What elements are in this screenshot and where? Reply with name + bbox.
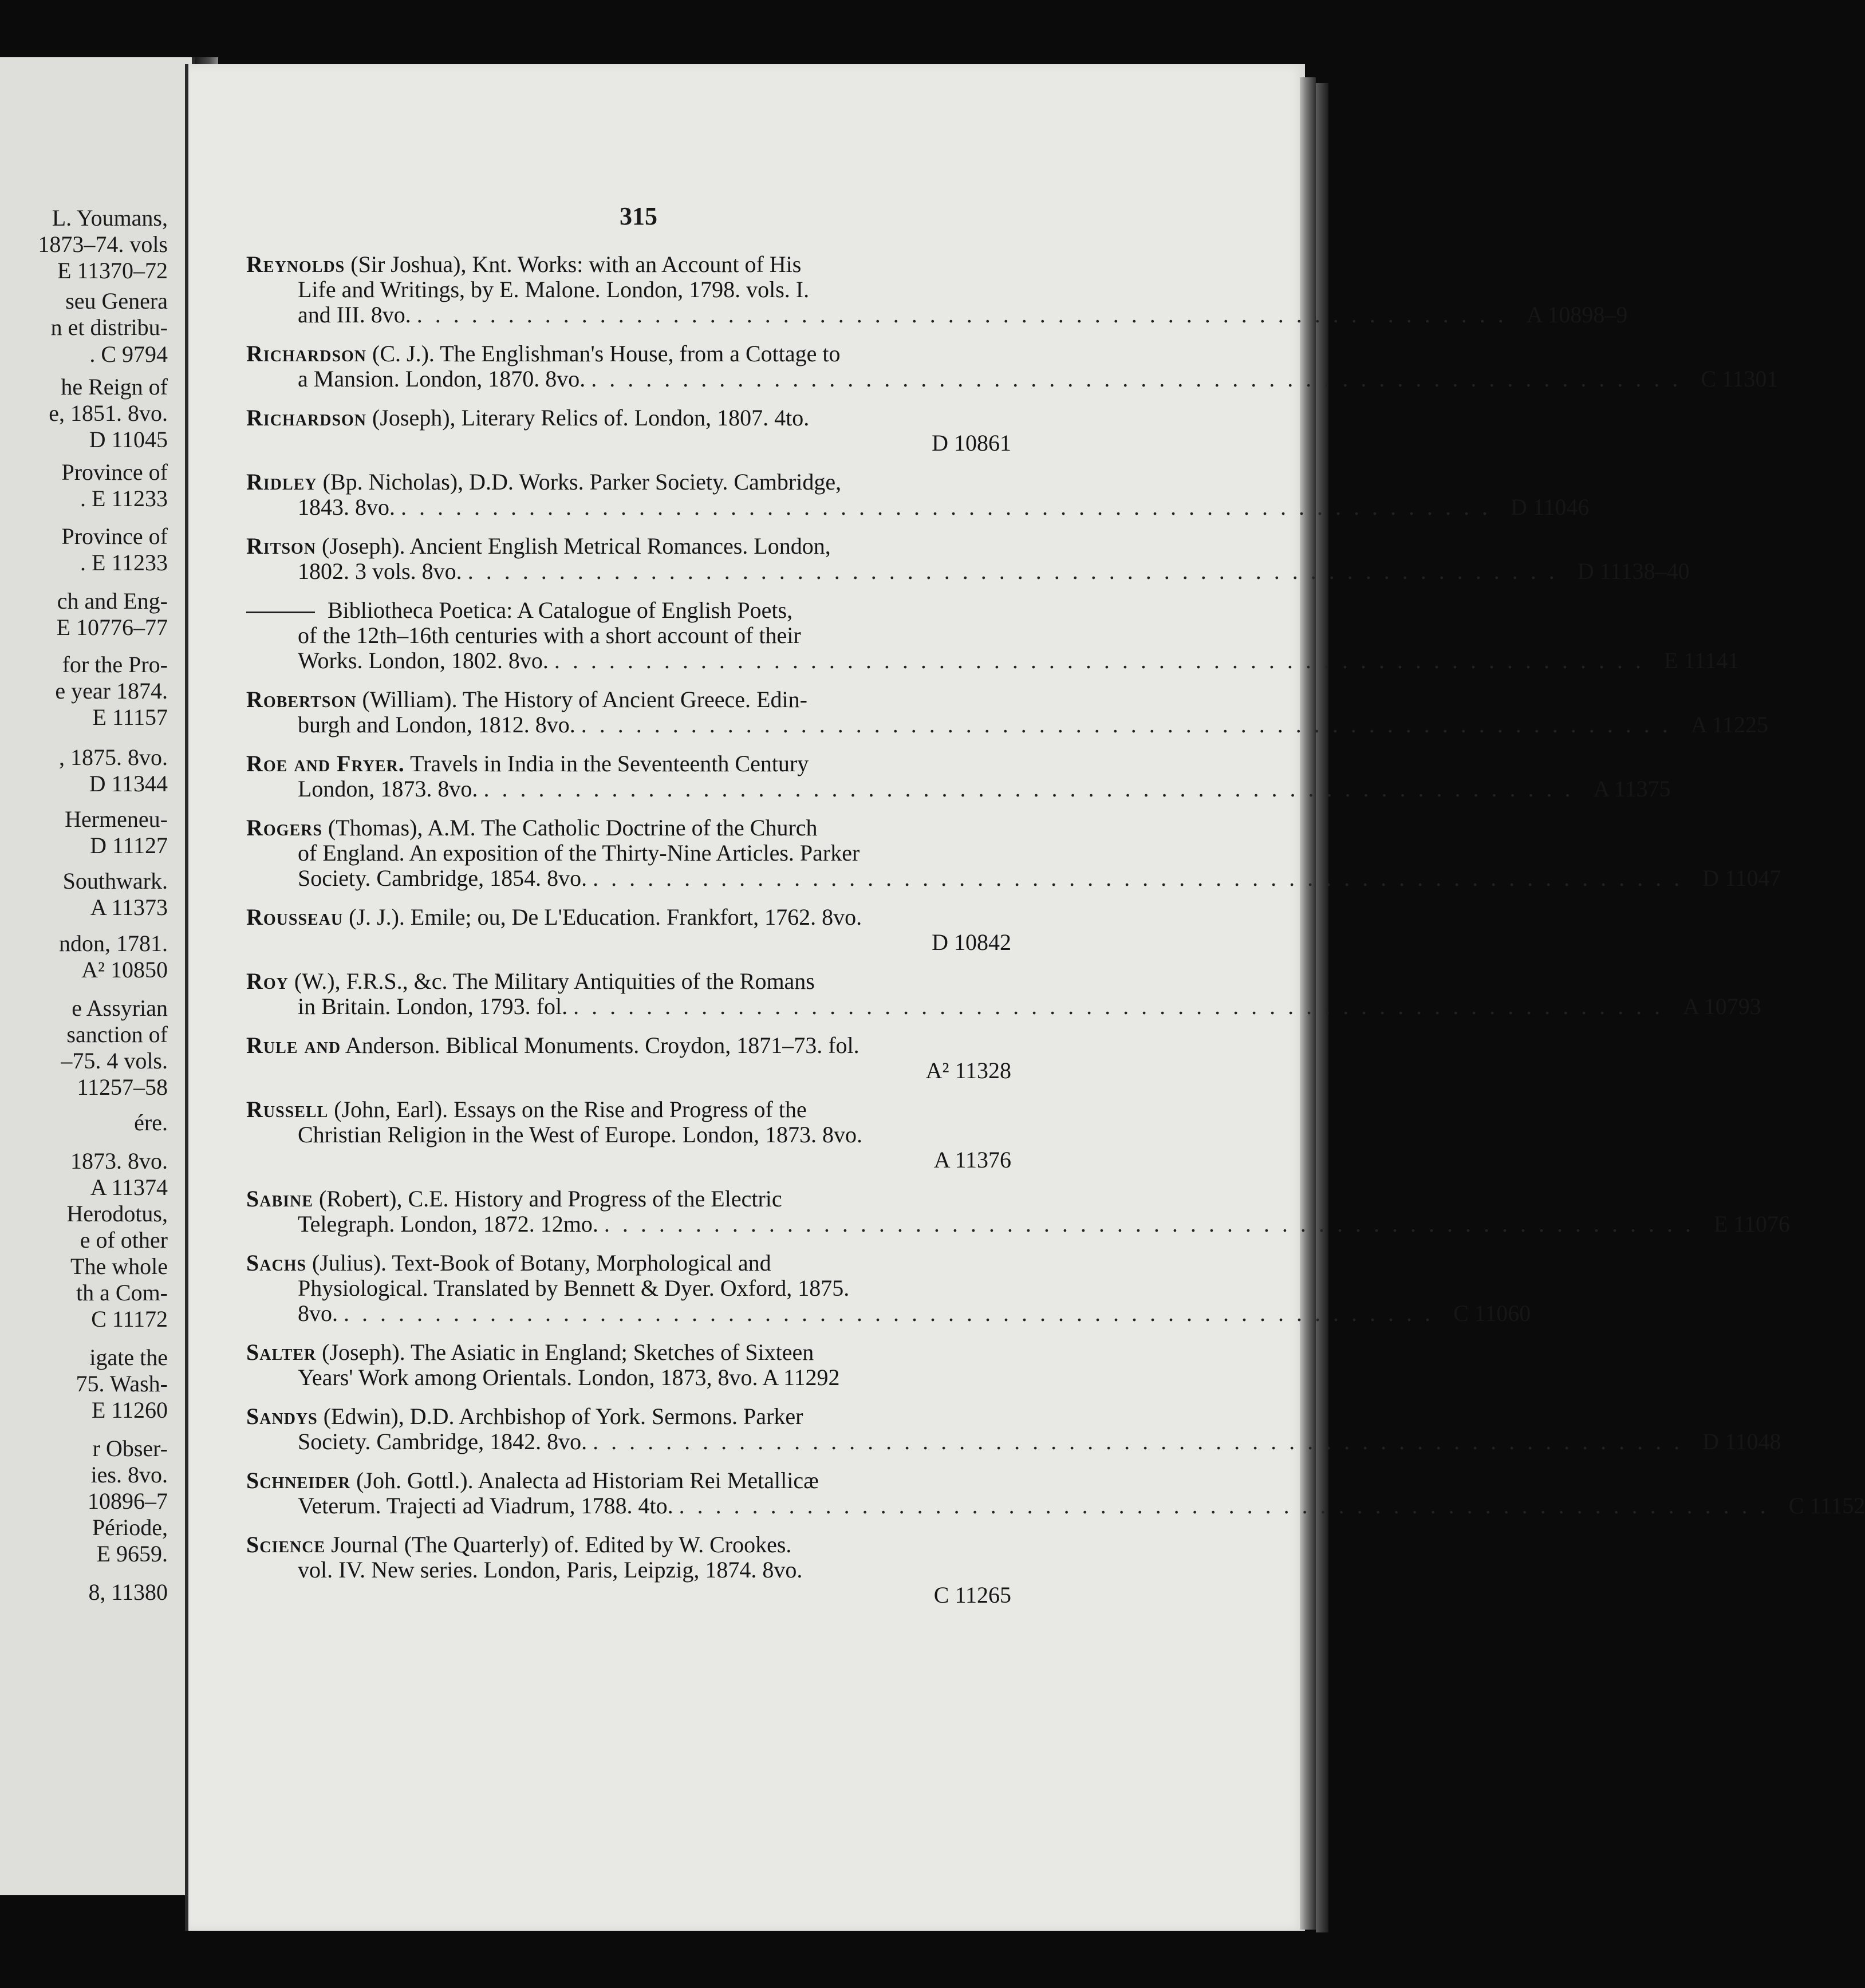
entry-text: (Julius). Text-Book of Botany, Morphological and bbox=[312, 1250, 771, 1276]
shelf-mark: A 10898–9 bbox=[1526, 302, 1628, 328]
left-page-text-fragment: igate the bbox=[89, 1344, 168, 1370]
entry-text: Christian Religion in the West of Europe. London, 1873. 8vo. bbox=[298, 1122, 862, 1147]
entry-author: Ritson bbox=[246, 533, 317, 559]
entry-text: 8vo. bbox=[298, 1300, 338, 1326]
entry-line bbox=[246, 1122, 1011, 1147]
catalogue-entry bbox=[246, 1250, 1531, 1326]
entry-text: Life and Writings, by E. Malone. London, 1798. vols. I. bbox=[298, 277, 810, 302]
entry-line bbox=[246, 1300, 1531, 1326]
entry-text: of the 12th–16th centuries with a short account of their bbox=[298, 622, 801, 648]
entry-text: (John, Earl). Essays on the Rise and Progress of the bbox=[334, 1096, 807, 1122]
entry-text: (J. J.). Emile; ou, De L'Education. Frankfort, 1762. 8vo. bbox=[349, 904, 862, 930]
entry-line bbox=[246, 1429, 1781, 1454]
entry-line bbox=[246, 623, 1011, 648]
entry-text: of England. An exposition of the Thirty-Nine Articles. Parker bbox=[298, 840, 860, 866]
left-page-text-fragment: e Assyrian bbox=[72, 995, 168, 1021]
left-page-text-fragment: e, 1851. 8vo. bbox=[49, 400, 168, 426]
entry-author: Ridley bbox=[246, 469, 317, 495]
left-page-text-fragment: –75. 4 vols. bbox=[61, 1048, 168, 1074]
entry-author: Sandys bbox=[246, 1403, 318, 1429]
entry-author: Roe and Fryer. bbox=[246, 751, 405, 776]
left-page-text-fragment: 11257–58 bbox=[77, 1074, 168, 1100]
entry-text: and III. 8vo. bbox=[298, 302, 411, 328]
entry-line bbox=[246, 277, 1011, 302]
entry-text: in Britain. London, 1793. fol. bbox=[298, 993, 568, 1019]
entry-text: (Edwin), D.D. Archbishop of York. Sermons. Parker bbox=[323, 1403, 803, 1429]
left-page-text-fragment: Période, bbox=[92, 1514, 168, 1540]
left-page-text-fragment: Herodotus, bbox=[66, 1201, 168, 1226]
left-page-text-fragment: Hermeneu- bbox=[65, 806, 168, 832]
entry-line bbox=[246, 712, 1768, 737]
entry-text: Anderson. Biblical Monuments. Croydon, 1871–73. fol. bbox=[345, 1032, 859, 1058]
entry-line bbox=[246, 302, 1628, 328]
left-page-text-fragment: 75. Wash- bbox=[76, 1371, 168, 1397]
left-page-text-fragment: ch and Eng- bbox=[57, 588, 168, 614]
entry-line bbox=[246, 648, 1740, 673]
catalogue-entry bbox=[246, 905, 1011, 955]
left-page-text-fragment: E 9659. bbox=[96, 1541, 168, 1567]
entry-line bbox=[246, 1340, 1011, 1365]
entry-line bbox=[246, 751, 1011, 776]
entry-line bbox=[246, 993, 1761, 1019]
entry-author: Schneider bbox=[246, 1468, 351, 1493]
entry-text: (W.), F.R.S., &c. The Military Antiquities of the Romans bbox=[294, 968, 815, 994]
shelf-mark: A 11225 bbox=[1690, 712, 1768, 737]
catalogue-entry bbox=[246, 469, 1590, 520]
entry-line bbox=[246, 341, 1011, 366]
shelf-mark: D 10861 bbox=[932, 430, 1011, 456]
shelf-mark: D 11046 bbox=[1511, 494, 1590, 520]
left-page-text-fragment: seu Genera bbox=[65, 288, 168, 314]
entry-line bbox=[246, 687, 1011, 712]
leader-dots: ............................................................ bbox=[593, 1429, 1693, 1454]
entry-author: Russell bbox=[246, 1096, 329, 1122]
left-page-text-fragment: A² 10850 bbox=[81, 957, 168, 983]
catalogue-entry bbox=[246, 405, 1011, 456]
left-page-text-fragment: D 11045 bbox=[89, 427, 168, 452]
entry-text: 1843. 8vo. bbox=[298, 494, 395, 520]
left-page-text-fragment: sanction of bbox=[66, 1021, 168, 1047]
catalogue-entry bbox=[246, 1186, 1790, 1237]
entry-text: Travels in India in the Seventeenth Century bbox=[410, 751, 809, 776]
entry-line bbox=[246, 1365, 1011, 1390]
catalogue-entry bbox=[246, 341, 1779, 392]
entry-text: Physiological. Translated by Bennett & Dyer. Oxford, 1875. bbox=[298, 1275, 850, 1301]
entry-line bbox=[246, 598, 1011, 623]
entry-author: Reynolds bbox=[246, 251, 345, 277]
leader-dots: ............................................................ bbox=[416, 302, 1516, 328]
entry-line bbox=[246, 534, 1011, 559]
leader-dots: ............................................................ bbox=[401, 494, 1500, 520]
shelf-mark: D 10842 bbox=[932, 929, 1011, 955]
leader-dots: ............................................................ bbox=[593, 865, 1693, 891]
entry-line bbox=[246, 841, 1011, 866]
catalogue-entry bbox=[246, 251, 1628, 328]
entry-text: (William). The History of Ancient Greece. Edin- bbox=[362, 687, 807, 712]
entry-author: Salter bbox=[246, 1339, 317, 1365]
shelf-mark: C 11301 bbox=[1701, 366, 1779, 392]
entry-line bbox=[246, 405, 1011, 431]
entry-text: vol. IV. New series. London, Paris, Leipzig, 1874. 8vo. bbox=[298, 1557, 803, 1583]
shelf-mark: C 11152 bbox=[1788, 1493, 1865, 1518]
entry-text: Works. London, 1802. 8vo. bbox=[298, 648, 549, 673]
left-page-text-fragment: he Reign of bbox=[61, 374, 168, 400]
entry-text: burgh and London, 1812. 8vo. bbox=[298, 712, 575, 737]
entry-text: a Mansion. London, 1870. 8vo. bbox=[298, 366, 586, 392]
left-page-text-fragment: E 11260 bbox=[92, 1397, 168, 1423]
entry-line bbox=[246, 1211, 1790, 1237]
shelf-mark: C 11265 bbox=[933, 1582, 1011, 1608]
leader-dots: ............................................................ bbox=[591, 366, 1691, 392]
left-page-text-fragment: 1873. 8vo. bbox=[70, 1148, 168, 1174]
left-page-text-fragment: n et distribu- bbox=[50, 314, 168, 340]
catalogue-entry bbox=[246, 533, 1690, 584]
entry-author: Richardson bbox=[246, 341, 367, 366]
entry-line bbox=[246, 558, 1690, 584]
entry-text: (C. J.). The Englishman's House, from a Cottage to bbox=[372, 341, 841, 366]
left-page-text-fragment: e year 1874. bbox=[55, 678, 168, 704]
catalogue-entry bbox=[246, 751, 1671, 802]
page-number: 315 bbox=[620, 202, 657, 230]
entry-line bbox=[246, 1276, 1011, 1301]
shelf-mark: D 11138–40 bbox=[1577, 558, 1690, 584]
left-page-text-fragment: E 10776–77 bbox=[56, 614, 168, 640]
entry-line bbox=[246, 1532, 1011, 1557]
catalogue-entry bbox=[246, 687, 1768, 737]
entry-text: (Sir Joshua), Knt. Works: with an Account of His bbox=[350, 251, 802, 277]
left-page-text-fragment: The whole bbox=[70, 1253, 168, 1279]
leader-dots: ............................................................ bbox=[344, 1300, 1443, 1326]
entry-line bbox=[246, 366, 1779, 392]
entry-line bbox=[246, 1033, 1011, 1058]
catalogue-entry bbox=[246, 1532, 1011, 1608]
shelf-mark: E 11076 bbox=[1713, 1211, 1790, 1237]
catalogue-entries bbox=[246, 251, 1865, 1622]
left-page-text-fragment: D 11127 bbox=[90, 833, 168, 858]
entry-line bbox=[246, 1097, 1011, 1122]
entry-text: (Joseph), Literary Relics of. London, 1807. 4to. bbox=[372, 405, 810, 431]
shelf-mark: A 10793 bbox=[1683, 993, 1761, 1019]
left-page-text-fragment: . E 11233 bbox=[80, 486, 168, 511]
left-page-text-fragment: Province of bbox=[61, 523, 168, 549]
shelf-mark: C 11060 bbox=[1453, 1300, 1531, 1326]
entry-line bbox=[246, 1468, 1011, 1493]
catalogue-entry bbox=[246, 1403, 1781, 1454]
left-page-text-fragment: th a Com- bbox=[76, 1280, 168, 1305]
entry-text: (Joseph). The Asiatic in England; Sketches of Sixteen bbox=[322, 1339, 814, 1365]
entry-line bbox=[246, 252, 1011, 277]
entry-line bbox=[246, 1557, 1011, 1583]
entry-text: (Thomas), A.M. The Catholic Doctrine of the Church bbox=[328, 815, 818, 841]
entry-text: Telegraph. London, 1872. 12mo. bbox=[298, 1211, 598, 1237]
left-page-text-fragment: ies. 8vo. bbox=[90, 1462, 168, 1488]
catalogue-entry bbox=[246, 1468, 1865, 1518]
catalogue-entry bbox=[246, 1097, 1011, 1173]
entry-text: 1802. 3 vols. 8vo. bbox=[298, 558, 462, 584]
leader-dots: ............................................................ bbox=[483, 776, 1583, 802]
entry-line bbox=[246, 865, 1781, 891]
left-page-text-fragment: r Obser- bbox=[92, 1435, 168, 1461]
entry-line bbox=[246, 1251, 1011, 1276]
leader-dots: ............................................................ bbox=[581, 712, 1681, 737]
left-page-text-fragment: 10896–7 bbox=[88, 1488, 168, 1514]
entry-author: Roy bbox=[246, 968, 289, 994]
entry-author: Rule and bbox=[246, 1032, 341, 1058]
left-page-text-fragment: ndon, 1781. bbox=[59, 930, 168, 956]
left-page-fragment bbox=[0, 57, 195, 1895]
left-page-text-fragment: . C 9794 bbox=[89, 341, 168, 367]
entry-line bbox=[246, 776, 1671, 802]
entry-text: Bibliotheca Poetica: A Catalogue of English Poets, bbox=[328, 597, 793, 623]
entry-text: (Joseph). Ancient English Metrical Romances. London, bbox=[322, 533, 831, 559]
left-page-text-fragment: D 11344 bbox=[89, 771, 168, 796]
shelf-mark: D 11047 bbox=[1702, 865, 1781, 891]
leader-dots: ............................................................ bbox=[679, 1493, 1779, 1518]
leader-dots: ............................................................ bbox=[467, 558, 1567, 584]
left-page-text-fragment: E 11157 bbox=[92, 704, 168, 730]
entry-text: (Bp. Nicholas), D.D. Works. Parker Society. Cambridge, bbox=[322, 469, 842, 495]
left-page-text-fragment: E 11370–72 bbox=[57, 258, 168, 283]
entry-text: Veterum. Trajecti ad Viadrum, 1788. 4to. bbox=[298, 1493, 673, 1518]
shelf-mark: A 11376 bbox=[933, 1147, 1011, 1173]
entry-text: (Robert), C.E. History and Progress of the Electric bbox=[318, 1186, 782, 1212]
leader-dots: ............................................................ bbox=[554, 648, 1654, 673]
entry-text: Journal (The Quarterly) of. Edited by W. Crookes. bbox=[331, 1532, 792, 1557]
left-page-text-fragment: A 11374 bbox=[90, 1174, 168, 1200]
ditto-dash bbox=[246, 612, 315, 613]
left-page-text-fragment: A 11373 bbox=[90, 894, 168, 920]
catalogue-entry bbox=[246, 815, 1781, 891]
entry-line bbox=[246, 905, 1011, 930]
entry-line bbox=[246, 1404, 1011, 1429]
entry-author: Robertson bbox=[246, 687, 357, 712]
entry-line bbox=[246, 815, 1011, 841]
left-page-text-fragment: Southwark. bbox=[62, 868, 168, 894]
left-page-text-fragment: . E 11233 bbox=[80, 550, 168, 575]
shelf-mark: A 11375 bbox=[1593, 776, 1671, 802]
entry-text: (Joh. Gottl.). Analecta ad Historiam Rei Metallicæ bbox=[356, 1468, 819, 1493]
left-page-text-fragment: 1873–74. vols bbox=[38, 231, 168, 257]
catalogue-entry bbox=[246, 1340, 1011, 1390]
entry-author: Science bbox=[246, 1532, 326, 1557]
entry-text: London, 1873. 8vo. bbox=[298, 776, 478, 802]
leader-dots: ............................................................ bbox=[604, 1211, 1704, 1237]
left-page-text-fragment: L. Youmans, bbox=[52, 205, 168, 231]
left-page-text-fragment: C 11172 bbox=[91, 1306, 168, 1332]
catalogue-entry bbox=[246, 1033, 1011, 1083]
entry-author: Rogers bbox=[246, 815, 322, 841]
entry-line bbox=[246, 1493, 1865, 1518]
leader-dots: ............................................................ bbox=[573, 993, 1673, 1019]
catalogue-entry bbox=[246, 968, 1761, 1019]
left-page-text-fragment: Province of bbox=[61, 459, 168, 485]
left-page-text-fragment: e of other bbox=[80, 1227, 168, 1253]
left-page-text-fragment: for the Pro- bbox=[62, 652, 168, 677]
entry-line bbox=[246, 969, 1011, 994]
entry-line bbox=[246, 1186, 1011, 1212]
entry-author: Richardson bbox=[246, 405, 367, 431]
entry-line bbox=[246, 494, 1590, 520]
entry-text: Years' Work among Orientals. London, 1873, 8vo. A 11292 bbox=[298, 1364, 840, 1390]
shelf-mark: D 11048 bbox=[1702, 1429, 1781, 1454]
left-page-text-fragment: ére. bbox=[134, 1110, 168, 1135]
left-page-text-fragment: , 1875. 8vo. bbox=[59, 744, 168, 770]
entry-author: Sabine bbox=[246, 1186, 313, 1212]
entry-author: Sachs bbox=[246, 1250, 307, 1276]
catalogue-entry bbox=[246, 597, 1740, 673]
entry-line bbox=[246, 470, 1011, 495]
entry-text: Society. Cambridge, 1842. 8vo. bbox=[298, 1429, 588, 1454]
shelf-mark: A² 11328 bbox=[925, 1058, 1011, 1083]
entry-author: Rousseau bbox=[246, 904, 344, 930]
entry-text: Society. Cambridge, 1854. 8vo. bbox=[298, 865, 588, 891]
left-page-text-fragment: 8, 11380 bbox=[88, 1579, 168, 1605]
shelf-mark: E 11141 bbox=[1663, 648, 1740, 673]
